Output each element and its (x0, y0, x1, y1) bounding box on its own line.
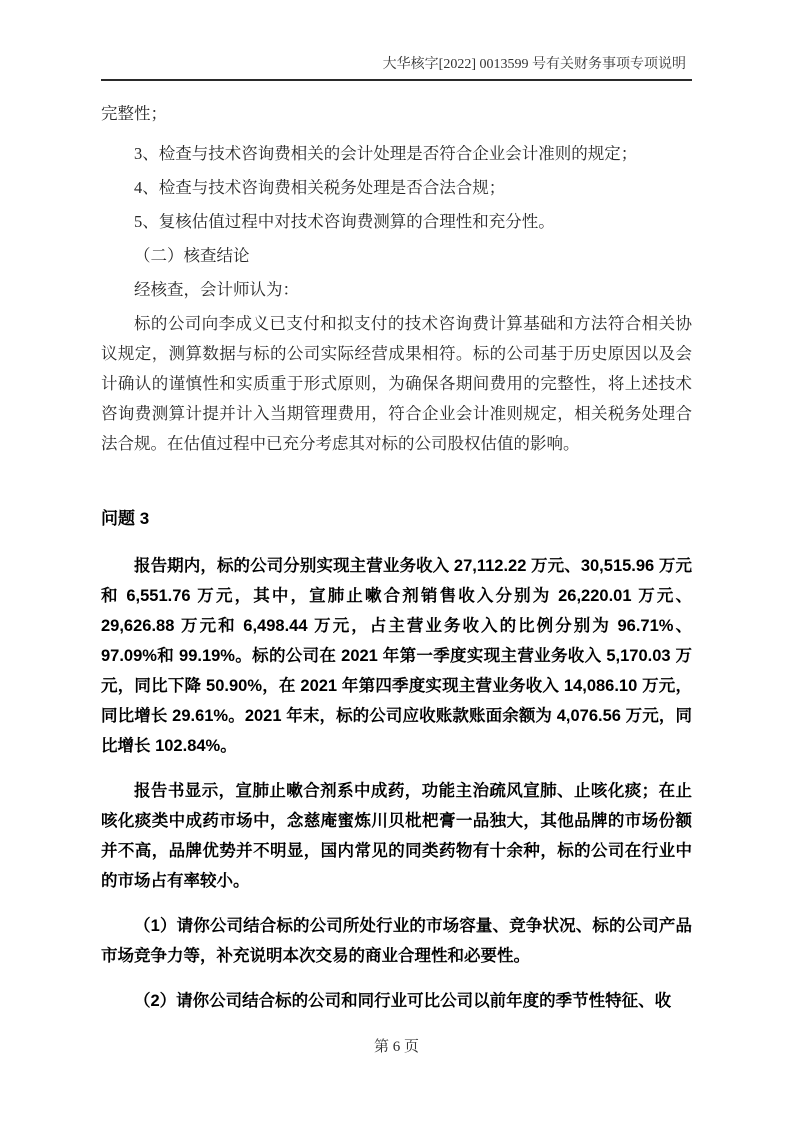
question-3-heading: 问题 3 (101, 509, 150, 528)
procedure-item-5: 5、复核估值过程中对技术咨询费测算的合理性和充分性。 (134, 212, 555, 231)
header-title: 大华核字[2022] 0013599 号有关财务事项专项说明 (382, 57, 686, 72)
question-3-paragraph-market: 报告书显示，宣肺止嗽合剂系中成药，功能主治疏风宣肺、止咳化痰；在止咳化痰类中成药市场中，念慈庵蜜炼川贝枇杷膏一品独大，其他品牌的市场份额并不高，品牌优势并不明显，国内常见的同类药物有十余种，标的公司在行业中的市场占有率较小。 (101, 782, 692, 890)
paragraph-continuation: 完整性； (101, 104, 167, 123)
conclusion-paragraph: 标的公司向李成义已支付和拟支付的技术咨询费计算基础和方法符合相关协议规定，测算数据与标的公司实际经营成果相符。标的公司基于历史原因以及会计确认的谨慎性和实质重于形式原则，为确保各期间费用的完整性，将上述技术咨询费测算计提并计入当期管理费用，符合企业会计准则规定，相关税务处理合法合规。在估值过程中已充分考虑其对标的公司股权估值的影响。 (101, 314, 692, 453)
footer-page-number: 第 6 页 (373, 1039, 419, 1055)
question-3-subquestion-1: （1）请你公司结合标的公司所处行业的市场容量、竞争状况、标的公司产品市场竞争力等，补充说明本次交易的商业合理性和必要性。 (101, 917, 692, 965)
procedure-item-4: 4、检查与技术咨询费相关税务处理是否合法合规； (134, 178, 506, 197)
conclusion-lead: 经核查，会计师认为： (134, 280, 299, 299)
question-3-subquestion-2: （2）请你公司结合标的公司和同行业可比公司以前年度的季节性特征、收 (134, 992, 672, 1010)
document-body (101, 99, 692, 1016)
page-footer (0, 1036, 793, 1058)
procedure-item-3: 3、检查与技术咨询费相关的会计处理是否符合企业会计准则的规定； (134, 144, 638, 163)
question-3-section (101, 504, 692, 1016)
question-3-paragraph-revenue: 报告期内，标的公司分别实现主营业务收入 27,112.22 万元、30,515.96 万元和 6,551.76 万元，其中，宣肺止嗽合剂销售收入分别为 26,220.01 万元、29,626.88 万元和 6,498.44 万元，占主营业务收入的比例分别为 96.71%、97.09%和 99.19%。标的公司在 2021 年第一季度实现主营业务收入 5,170.03 万元，同比下降 50.90%，在 2021 年第四季度实现主营业务收入 14,086.10 万元，同比增长 29.61%。2021 年末，标的公司应收账款账面余额为 4,076.56 万元，同比增长 102.84%。 (101, 557, 692, 755)
page-header (101, 56, 692, 81)
conclusion-heading: （二）核查结论 (134, 246, 250, 265)
